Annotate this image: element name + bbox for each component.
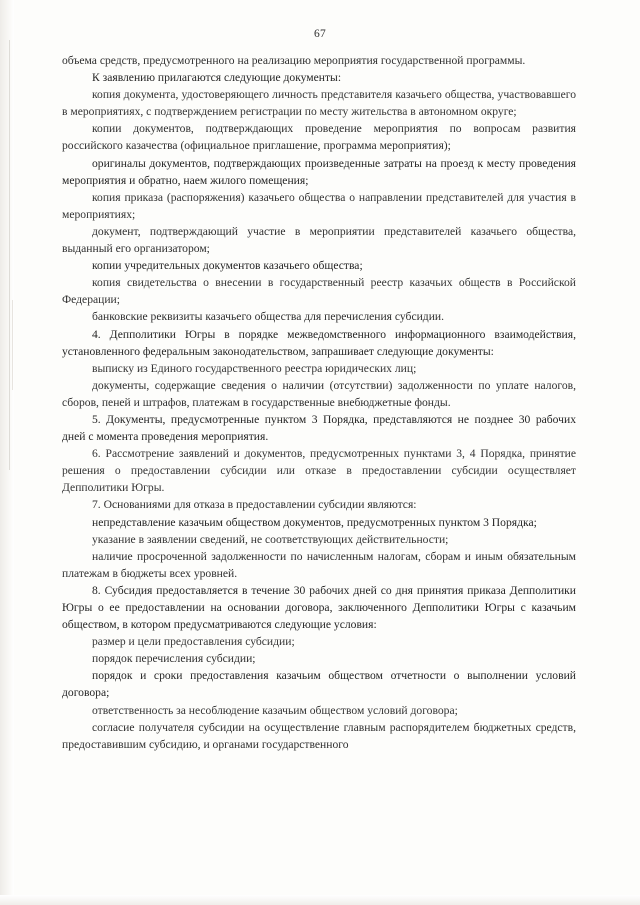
document-paragraph: копии учредительных документов казачьего общества;: [92, 259, 363, 273]
document-paragraph: 6. Рассмотрение заявлений и документов, предусмотренных пунктами 3, 4 Порядка, принятие решения о предоставлении субсидии или отказе в предоставлении субсидии осуществляет Депполитики Югры.: [62, 447, 576, 495]
document-paragraph: порядок перечисления субсидии;: [92, 652, 256, 666]
document-paragraph: документы, содержащие сведения о наличии (отсутствии) задолженности по уплате налогов, сборов, пеней и штрафов, платежам в государственные внебюджетные фонды.: [62, 378, 576, 409]
document-paragraph: 5. Документы, предусмотренные пунктом 3 Порядка, представляются не позднее 30 рабочих дней с момента проведения мероприятия.: [62, 412, 576, 444]
scan-line-artifact: [12, 300, 13, 390]
document-paragraph: оригиналы документов, подтверждающих произведенные затраты на проезд к месту проведения мероприятия и обратно, наем жилого помещения;: [62, 156, 576, 187]
document-paragraph: копия свидетельства о внесении в государственный реестр казачьих обществ в Российской Федерации;: [62, 276, 576, 307]
document-paragraph: порядок и сроки предоставления казачьим обществом отчетности о выполнении условий договора;: [62, 669, 576, 700]
scan-edge-artifact: [0, 0, 14, 905]
document-paragraph: объема средств, предусмотренного на реализацию мероприятия государственной программы.: [62, 54, 526, 67]
document-paragraph: наличие просроченной задолженности по начисленным налогам, сборам и иным обязательным платежам в бюджеты всех уровней.: [62, 549, 576, 580]
document-paragraph: 4. Депполитики Югры в порядке межведомственного информационного взаимодействия, установленного федеральным законодательством, запрашивает следующие документы:: [62, 327, 576, 358]
page-number: 67: [313, 28, 327, 40]
document-paragraph: банковские реквизиты казачьего общества для перечисления субсидии.: [92, 310, 445, 324]
document-paragraph: 7. Основаниями для отказа в предоставлении субсидии являются:: [92, 498, 417, 512]
document-paragraph: размер и цели предоставления субсидии;: [92, 635, 295, 649]
document-paragraph: непредставление казачьим обществом документов, предусмотренных пунктом 3 Порядка;: [92, 515, 537, 529]
document-paragraph: 8. Субсидия предоставляется в течение 30 рабочих дней со дня принятия приказа Депполитики Югры о ее предоставлении на основании договора, заключенного Депполитики Югры с казачьим обществом, в котором предусматриваются следующие условия:: [62, 583, 576, 632]
document-paragraph: копия документа, удостоверяющего личность представителя казачьего общества, участвовавшего в мероприятиях, с подтверждением регистрации по месту жительства в автономном округе;: [62, 88, 576, 119]
document-paragraph: К заявлению прилагаются следующие документы:: [92, 71, 342, 85]
document-paragraph: копии документов, подтверждающих проведение мероприятия по вопросам развития российского казачества (официальное приглашение, программа мероприятия);: [62, 122, 576, 153]
scan-edge-artifact-bottom: [0, 895, 640, 905]
document-paragraph: согласие получателя субсидии на осуществление главным распорядителем бюджетных средств, предоставившим субсидию, и органами государственного: [62, 720, 576, 751]
document-paragraph: копия приказа (распоряжения) казачьего общества о направлении представителей для участия в мероприятиях;: [62, 190, 576, 221]
document-body: [62, 52, 576, 753]
document-paragraph: выписку из Единого государственного реестра юридических лиц;: [92, 361, 417, 375]
document-paragraph: ответственность за несоблюдение казачьим обществом условий договора;: [92, 703, 458, 717]
document-paragraph: указание в заявлении сведений, не соответствующих действительности;: [92, 532, 449, 546]
scan-line-artifact: [9, 40, 10, 470]
document-paragraph: документ, подтверждающий участие в мероприятии представителей казачьего общества, выданный его организатором;: [62, 224, 576, 256]
